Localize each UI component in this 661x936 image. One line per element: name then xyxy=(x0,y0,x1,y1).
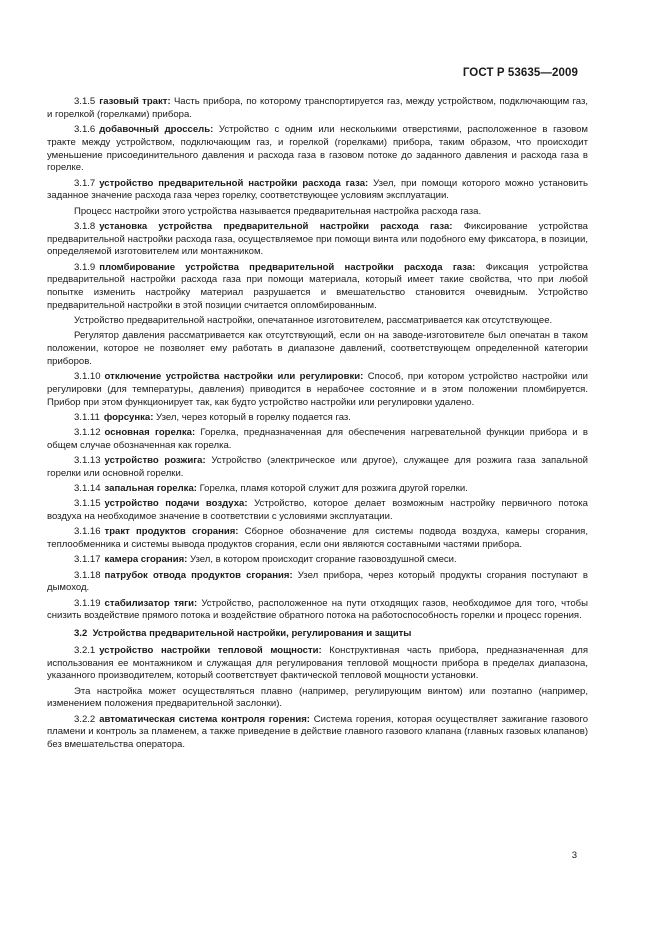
section-heading xyxy=(47,628,588,641)
defined-term: устройство настройки тепловой мощности: xyxy=(99,644,322,656)
defined-term: пломбирование устройства предварительной настройки расхода газа: xyxy=(99,261,476,273)
defined-term: устройство розжига: xyxy=(104,455,206,466)
clause-number: 3.1.19 xyxy=(74,597,101,609)
clause-number: 3.2.1 xyxy=(74,644,96,656)
definition-paragraph xyxy=(47,124,588,175)
definition-paragraph xyxy=(47,221,588,259)
paragraph-text: Узел, в котором происходит сгорание газовоздушной смеси. xyxy=(189,554,457,566)
paragraph-text: Способ, при котором устройство настройки или регулировки (для температуры, давления) приводится в нерабочее состояние и в этом положении пломбируется. Прибор при этом функционирует так, как будто устройство настройки или регулировки удалено. xyxy=(47,371,589,408)
defined-term: основная горелка: xyxy=(104,427,196,438)
definition-paragraph xyxy=(47,371,588,409)
paragraph-text: Процесс настройки этого устройства называется предварительная настройка расхода газа. xyxy=(74,205,482,217)
definition-paragraph xyxy=(47,262,588,313)
section-number: 3.2 xyxy=(74,628,88,639)
paragraph-text: Устройство, расположенное на пути отходящих газов, необходимое для того, чтобы снизить воздействие прямого потока и воздействие обратного потока на работоспособность горелки и процесс горения. xyxy=(47,597,588,622)
note-paragraph xyxy=(47,330,588,368)
paragraph-text: Конструктивная часть прибора, предназначенная для использования ее монтажником и служащая для регулирования тепловой мощности прибора в пределах диапазона, указанного производителем, который соответствует фактической тепловой мощности установки. xyxy=(47,644,588,682)
defined-term: газовый тракт: xyxy=(99,96,171,107)
definitions-block-3-2 xyxy=(47,645,588,752)
clause-number: 3.1.10 xyxy=(74,371,101,382)
definition-paragraph xyxy=(47,570,588,596)
note-paragraph xyxy=(47,206,588,219)
document-body xyxy=(47,96,588,754)
page-number: 3 xyxy=(571,850,577,861)
defined-term: форсунка: xyxy=(103,411,154,423)
clause-number: 3.1.13 xyxy=(74,455,101,466)
definition-paragraph xyxy=(47,96,588,122)
definition-paragraph xyxy=(47,498,588,524)
definition-paragraph xyxy=(47,178,588,204)
note-paragraph xyxy=(47,315,588,328)
clause-number: 3.1.17 xyxy=(74,554,101,566)
defined-term: устройство предварительной настройки расхода газа: xyxy=(99,177,369,189)
definition-paragraph xyxy=(47,412,588,425)
clause-number: 3.1.6 xyxy=(74,124,96,135)
defined-term: тракт продуктов сгорания: xyxy=(104,526,239,538)
definition-paragraph xyxy=(47,598,588,624)
document-id-header: ГОСТ Р 53635—2009 xyxy=(462,67,578,79)
paragraph-text: Сборное обозначение для системы подвода воздуха, камеры сгорания, теплообменника и системы вывода продуктов сгорания, если они являются составными частями прибора. xyxy=(47,526,589,550)
clause-number: 3.1.16 xyxy=(74,526,101,538)
paragraph-text: Фиксирование устройства предварительной настройки расхода газа, осуществляемое при помощи винта или подобного ему фиксатора, в позиции, определяемой изготовителем или монтажником. xyxy=(47,220,588,258)
clause-number: 3.1.11 xyxy=(74,411,100,423)
paragraph-text: Эта настройка может осуществляться плавно (например, регулирующим винтом) или поэтапно (например, изменением положения предварительной заслонки). xyxy=(47,685,588,710)
definition-paragraph xyxy=(47,714,588,752)
clause-number: 3.1.18 xyxy=(74,569,101,581)
paragraph-text: Узел прибора, через который продукты сгорания поступают в дымоход. xyxy=(47,569,589,594)
section-title: Устройства предварительной настройки, регулирования и защиты xyxy=(92,628,412,639)
definition-paragraph xyxy=(47,645,588,683)
paragraph-text: Часть прибора, по которому транспортируется газ, между устройством, подключающим газ, и горелкой (горелками) прибора. xyxy=(47,96,588,120)
definitions-block-3-1 xyxy=(47,96,588,623)
paragraph-text: Горелка, предназначенная для обеспечения нагревательной функции прибора и в общем случае обозначенная как горелка. xyxy=(47,427,588,451)
paragraph-text: Устройство с одним или несколькими отверстиями, расположенное в газовом тракте между устройством, подключающим газ, и горелкой (горелками) прибора, таким образом, что происходит уменьшение присоединительного давления и расхода газа в газовом потоке до заданного давления и расхода газа в горелке. xyxy=(47,124,588,174)
definition-paragraph xyxy=(47,483,588,496)
clause-number: 3.1.9 xyxy=(74,261,96,273)
paragraph-text: Устройство (электрическое или другое), служащее для розжига газа запальной горелки или основной горелки. xyxy=(47,455,588,479)
paragraph-text: Устройство предварительной настройки, опечатанное изготовителем, рассматривается как отсутствующее. xyxy=(74,315,553,326)
defined-term: установка устройства предварительной настройки расхода газа: xyxy=(99,220,453,232)
definition-paragraph xyxy=(47,455,588,481)
clause-number: 3.2.2 xyxy=(74,713,96,725)
defined-term: отключение устройства настройки или регулировки: xyxy=(104,371,364,382)
note-paragraph xyxy=(47,686,588,712)
definition-paragraph xyxy=(47,554,588,567)
clause-number: 3.1.7 xyxy=(74,177,96,189)
paragraph-text: Узел, через который в горелку подается газ. xyxy=(156,411,351,423)
paragraph-text: Узел, при помощи которого можно установить заданное значение расхода газа через горелку, соответствующее условиям эксплуатации. xyxy=(47,177,589,202)
defined-term: камера сгорания: xyxy=(104,554,188,566)
paragraph-text: Устройство, которое делает возможным настройку первичного потока воздуха на необходимое значение в соответствии с условиями эксплуатации. xyxy=(47,498,588,522)
clause-number: 3.1.15 xyxy=(74,498,101,510)
defined-term: патрубок отвода продуктов сгорания: xyxy=(104,569,293,581)
defined-term: стабилизатор тяги: xyxy=(104,597,198,609)
paragraph-text: Регулятор давления рассматривается как отсутствующий, если он на заводе-изготовителе был опечатан в таком положении, которое не позволяет ему работать в диапазоне давлений, соответствующем определенной категории приборов. xyxy=(47,330,588,367)
definition-paragraph xyxy=(47,526,588,552)
clause-number: 3.1.5 xyxy=(74,96,96,107)
clause-number: 3.1.12 xyxy=(74,427,101,438)
definition-paragraph xyxy=(47,427,588,453)
defined-term: добавочный дроссель: xyxy=(99,124,214,135)
clause-number: 3.1.14 xyxy=(74,483,101,494)
defined-term: устройство подачи воздуха: xyxy=(104,498,248,510)
defined-term: автоматическая система контроля горения: xyxy=(99,713,310,725)
paragraph-text: Система горения, которая осуществляет зажигание газового пламени и контроль за пламенем, а также приведение в действие главного газового клапана (главных газовых клапанов) без вмешательства оператора. xyxy=(47,713,589,750)
clause-number: 3.1.8 xyxy=(74,220,96,232)
paragraph-text: Горелка, пламя которой служит для розжига другой горелки. xyxy=(199,483,468,494)
defined-term: запальная горелка: xyxy=(104,483,197,494)
paragraph-text: Фиксация устройства предварительной настройки расхода газа при помощи материала, который имеет такие свойства, что при любой попытке изменить настройку материал разрушается и вмешательство становится очевидным. Устройство предварительной настройки в этой позиции считается опломбированным. xyxy=(47,261,588,311)
